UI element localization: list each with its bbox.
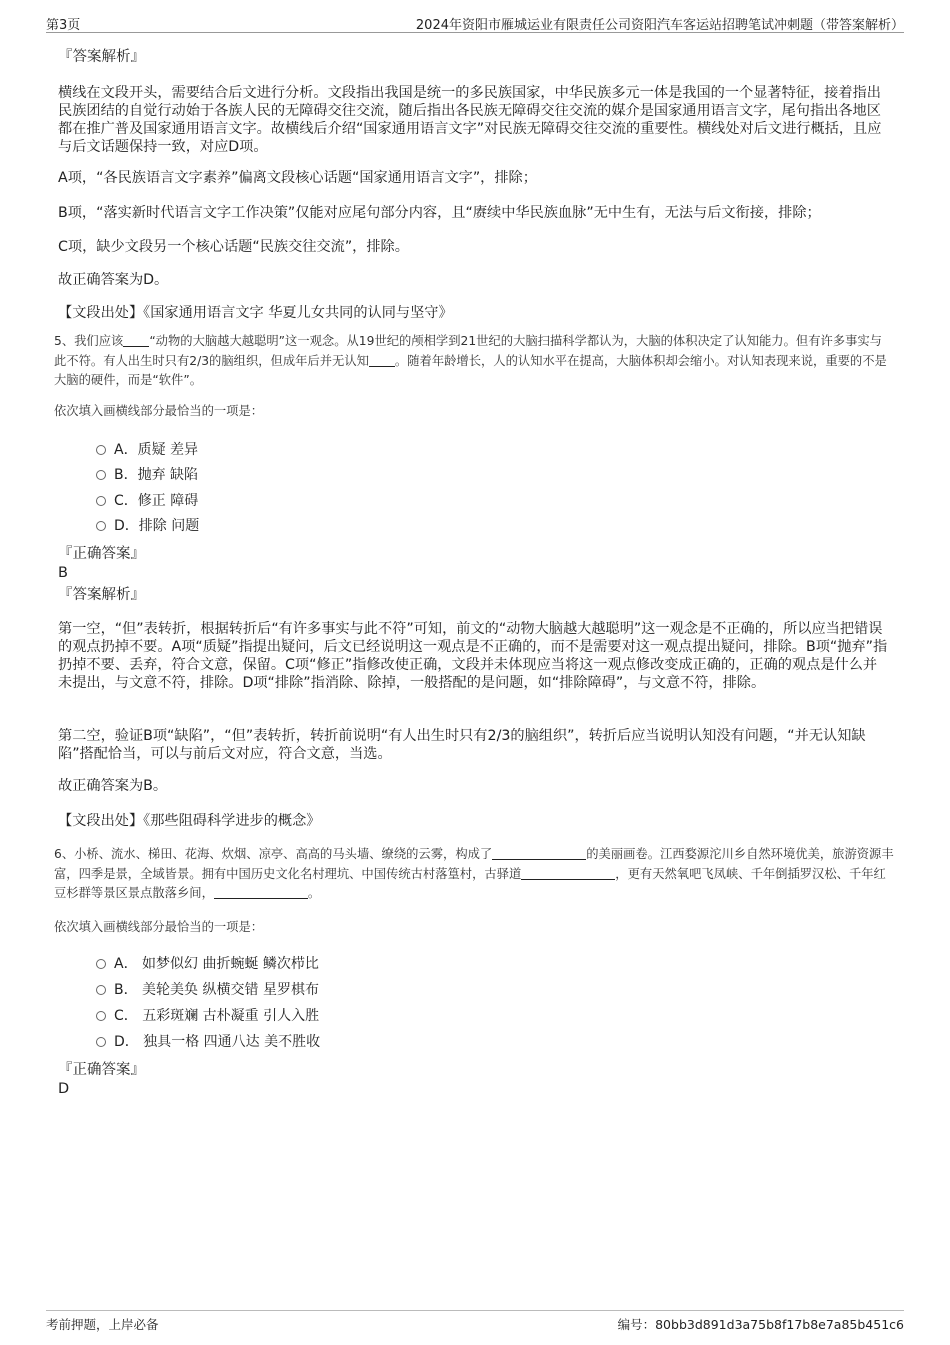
blank-3: [214, 886, 308, 899]
q5-option-a[interactable]: A．质疑 差异: [96, 441, 198, 459]
radio-icon[interactable]: [96, 959, 106, 969]
blank-2: [521, 867, 615, 880]
footer-slogan: 考前押题，上岸必备: [46, 1317, 159, 1332]
q6-option-c[interactable]: C． 五彩斑斓 古朴凝重 引人入胜: [96, 1007, 319, 1025]
q4-option-c-analysis: C项，缺少文段另一个核心话题“民族交往交流”，排除。: [58, 239, 409, 255]
page-number: 第3页: [46, 18, 81, 33]
q4-source: 【文段出处】《国家通用语言文字 华夏儿女共同的认同与坚守》: [58, 305, 453, 321]
q5-conclusion: 故正确答案为B。: [58, 778, 168, 794]
q4-conclusion: 故正确答案为D。: [58, 272, 169, 288]
q6-answer-label: 『正确答案』: [58, 1062, 145, 1078]
radio-icon[interactable]: [96, 1011, 106, 1021]
blank-1: [492, 847, 586, 860]
blank-2: [369, 354, 395, 367]
q5-option-c[interactable]: C．修正 障碍: [96, 492, 198, 510]
q4-analysis-paragraph: 横线在文段开头，需要结合后文进行分析。文段指出我国是统一的多民族国家，中华民族多元一体是我国的一个显著特征，接着指出民族团结的自觉行动始于各族人民的无障碍交往交流，随后指出各民族无障碍交往交流的媒介是国家通用语言文字，尾句指出各地区都在推广普及国家通用语言文字。故横线后介绍“国家通用语言文字”对民族无障碍交往交流的重要性。横线处对后文进行概括，且应与后文话题保持一致，对应D项。: [58, 85, 882, 155]
radio-icon[interactable]: [96, 445, 106, 455]
q5-answer-label: 『正确答案』: [58, 546, 145, 562]
q5-analysis-paragraph-2: 第二空，验证B项“缺陷”，“但”表转折，转折前说明“有人出生时只有2/3的脑组织”，转折后应当说明认知没有问题，“并无认知缺陷”搭配恰当，可以与前后文对应，符合文意，当选。: [58, 728, 866, 762]
q5-prompt: 依次填入画横线部分最恰当的一项是：: [54, 404, 264, 418]
q4-option-a-analysis: A项，“各民族语言文字素养”偏离文段核心话题“国家通用语言文字”，排除；: [58, 170, 537, 186]
q5-analysis-paragraph-1: 第一空，“但”表转折，根据转折后“有许多事实与此不符”可知，前文的“动物大脑越大越聪明”这一观念是不正确的，所以应当把错误的观点扔掉不要。A项“质疑”指提出疑问，后文已经说明这一观点是不正确的，而不是需要对这一观点提出疑问，排除。B项“抛弃”指扔掉不要、丢弃，符合文意，保留。C项“修正”指修改使正确，文段并未体现应当将这一观点修改变成正确的，正确的观点是什么并未提出，与文意不符，排除。D项“排除”指消除、除掉，一般搭配的是问题，如“排除障碍”，与文意不符，排除。: [58, 621, 888, 691]
document-id: 编号：80bb3d891d3a75b8f17b8e7a85b451c6: [617, 1317, 904, 1332]
q5-stem: 5、我们应该 “动物的大脑越大越聪明”这一观念。从19世纪的颅相学到21世纪的大脑扫描科学都认为，大脑的体积决定了认知能力。但有许多事实与此不符。有人出生时只有2/3的脑组织，但成年后并无认知 。随着年龄增长，人的认知水平在提高，大脑体积却会缩小。对认知表现来说，重要的不是大脑的硬件，而是“软件”。: [54, 334, 887, 387]
q6-prompt: 依次填入画横线部分最恰当的一项是：: [54, 920, 264, 934]
q5-source: 【文段出处】《那些阻碍科学进步的概念》: [58, 813, 321, 829]
q6-option-b[interactable]: B． 美轮美奂 纵横交错 星罗棋布: [96, 981, 319, 999]
q6-option-a[interactable]: A． 如梦似幻 曲折蜿蜒 鳞次栉比: [96, 955, 319, 973]
q6-option-d[interactable]: D． 独具一格 四通八达 美不胜收: [96, 1033, 320, 1051]
page-header: [46, 12, 904, 33]
q4-option-b-analysis: B项，“落实新时代语言文字工作决策”仅能对应尾句部分内容，且“赓续中华民族血脉”无中生有，无法与后文衔接，排除；: [58, 205, 821, 221]
q6-answer: D: [58, 1081, 70, 1097]
q6-stem: 6、小桥、流水、梯田、花海、炊烟、凉亭、高高的马头墙、缭绕的云雾，构成了 的美丽画卷。江西婺源沱川乡自然环境优美，旅游资源丰富，四季是景，全域皆景。拥有中国历史文化名村理坑、中国传统古村落篁村，古驿道 ，更有天然氧吧飞凤峡、千年倒插罗汉松、千年红豆杉群等景区景点散落乡间， 。: [54, 847, 894, 900]
radio-icon[interactable]: [96, 521, 106, 531]
q5-analysis-label: 『答案解析』: [58, 587, 145, 603]
q4-analysis-label: 『答案解析』: [58, 49, 145, 65]
radio-icon[interactable]: [96, 1037, 106, 1047]
q5-option-b[interactable]: B．抛弃 缺陷: [96, 466, 198, 484]
page-footer: [46, 1310, 904, 1332]
radio-icon[interactable]: [96, 985, 106, 995]
document-title: 2024年资阳市雁城运业有限责任公司资阳汽车客运站招聘笔试冲刺题（带答案解析）: [415, 18, 904, 33]
q5-option-d[interactable]: D．排除 问题: [96, 517, 199, 535]
radio-icon[interactable]: [96, 496, 106, 506]
q5-answer: B: [58, 565, 68, 581]
radio-icon[interactable]: [96, 470, 106, 480]
blank-1: [123, 334, 149, 347]
